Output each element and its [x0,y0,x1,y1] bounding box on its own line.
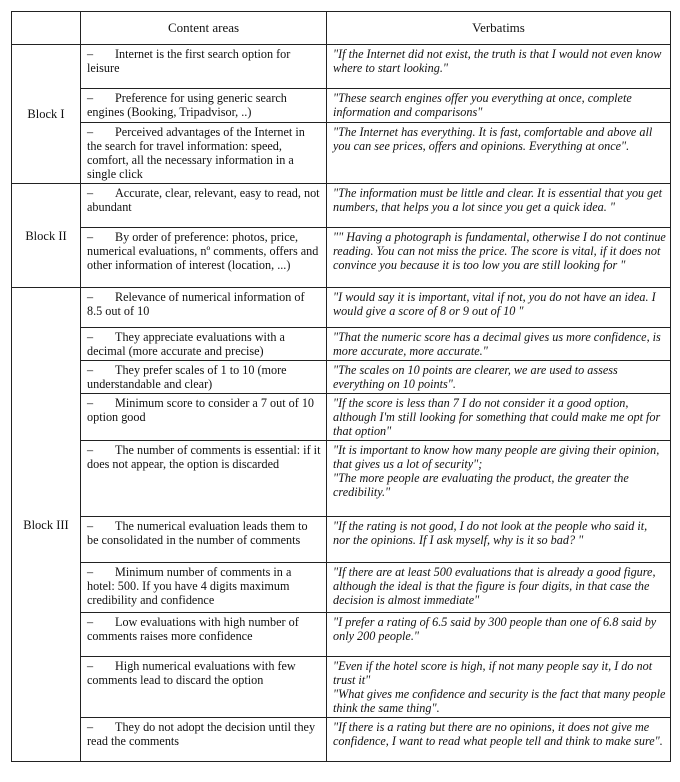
table-row [12,89,671,123]
content-table-wrapper [11,11,670,762]
verbatim-cell [327,228,671,288]
content-area-text: The numerical evaluation leads them to be consolidated in the number of comments [87,519,308,547]
verbatim-text: "" Having a photograph is fundamental, otherwise I do not continue reading. You can not miss the price. The score is vital, if it does not convince you because it is too low you are still looking for " [333,230,666,272]
dash-bullet-icon: – [87,659,94,673]
verbatim-cell [327,718,671,762]
verbatim-text: "The scales on 10 points are clearer, we are used to assess everything on 10 points". [333,363,618,391]
verbatim-text: "If the Internet did not exist, the truth is that I would not even know where to start looking." [333,47,662,75]
table-row [12,184,671,228]
content-area-text: Minimum score to consider a 7 out of 10 option good [87,396,315,424]
content-area-text: Internet is the first search option for leisure [87,47,291,75]
content-area-cell [81,394,327,441]
table-row [12,328,671,361]
table-row [12,563,671,613]
verbatim-text: "What gives me confidence and security is the fact that many people think the same thing". [333,687,666,715]
verbatim-text: "It is important to know how many people are giving their opinion, that gives us a lot of security"; [333,443,660,471]
table-body [12,45,671,762]
table-row [12,657,671,718]
content-area-text: They do not adopt the decision until they read the comments [87,720,316,748]
verbatim-cell [327,394,671,441]
block-label: Block II [12,184,81,288]
content-area-cell [81,718,327,762]
verbatim-text: "If the rating is not good, I do not look at the people who said it, nor the opinions. If I ask myself, why is it so bad? " [333,519,648,547]
content-area-text: Perceived advantages of the Internet in the search for travel information: speed, comfort, all the necessary information in a single click [87,125,305,181]
dash-bullet-icon: – [87,519,94,533]
dash-bullet-icon: – [87,91,94,105]
content-area-cell [81,45,327,89]
content-area-cell [81,613,327,657]
dash-bullet-icon: – [87,720,94,734]
dash-bullet-icon: – [87,565,94,579]
header-block [12,12,81,45]
table-row [12,441,671,517]
verbatim-text: "These search engines offer you everything at once, complete information and comparisons" [333,91,632,119]
content-area-cell [81,361,327,394]
content-area-cell [81,123,327,184]
content-area-text: They prefer scales of 1 to 10 (more understandable and clear) [87,363,287,391]
table-row [12,517,671,563]
content-area-text: Low evaluations with high number of comments raises more confidence [87,615,299,643]
verbatim-text: "If there are at least 500 evaluations that is already a good figure, although the ideal is that the figure is four digits, in that case the decision is almost immediate" [333,565,656,607]
verbatim-text: "The Internet has everything. It is fast, comfortable and above all you can see prices, offers and opinions. Everything at once". [333,125,653,153]
content-area-text: Minimum number of comments in a hotel: 500. If you have 4 digits maximum credibility and confidence [87,565,292,607]
content-area-cell [81,184,327,228]
content-area-cell [81,441,327,517]
table-row [12,613,671,657]
content-area-cell [81,228,327,288]
dash-bullet-icon: – [87,330,94,344]
verbatim-text: "If there is a rating but there are no opinions, it does not give me confidence, I want to read what people tell and think to make sure". [333,720,663,748]
verbatim-text: "If the score is less than 7 I do not consider it a good option, although I'm still looking for something that could make me opt for that option" [333,396,661,438]
content-area-text: Preference for using generic search engines (Booking, Tripadvisor, ..) [87,91,287,119]
dash-bullet-icon: – [87,230,94,244]
verbatim-text: "I prefer a rating of 6.5 said by 300 people than one of 6.8 said by only 200 people." [333,615,657,643]
content-area-cell [81,657,327,718]
dash-bullet-icon: – [87,615,94,629]
verbatim-cell [327,184,671,228]
verbatim-cell [327,288,671,328]
verbatim-cell [327,657,671,718]
dash-bullet-icon: – [87,186,94,200]
dash-bullet-icon: – [87,443,94,457]
verbatim-cell [327,361,671,394]
content-area-text: By order of preference: photos, price, numerical evaluations, nº comments, offers and other information of interest (location, ...) [87,230,319,272]
header-content-areas: Content areas [81,12,327,45]
table-row [12,288,671,328]
dash-bullet-icon: – [87,396,94,410]
verbatim-text: "That the numeric score has a decimal gives us more confidence, is more accurate, more accurate." [333,330,661,358]
content-area-cell [81,288,327,328]
content-area-cell [81,563,327,613]
table-row [12,394,671,441]
verbatim-cell [327,123,671,184]
verbatim-cell [327,563,671,613]
content-area-cell [81,328,327,361]
content-area-cell [81,517,327,563]
dash-bullet-icon: – [87,363,94,377]
verbatim-text: "I would say it is important, vital if not, you do not have an idea. I would give a score of 8 or 9 out of 10 " [333,290,656,318]
content-area-text: They appreciate evaluations with a decimal (more accurate and precise) [87,330,285,358]
verbatim-text: "Even if the hotel score is high, if not many people say it, I do not trust it" [333,659,653,687]
block-label: Block I [12,45,81,184]
table-row [12,45,671,89]
content-area-text: The number of comments is essential: if it does not appear, the option is discarded [87,443,321,471]
verbatim-text: "The more people are evaluating the product, the greater the credibility." [333,471,629,499]
content-area-text: High numerical evaluations with few comments lead to discard the option [87,659,296,687]
table-row [12,361,671,394]
table-row [12,228,671,288]
dash-bullet-icon: – [87,125,94,139]
verbatim-cell [327,89,671,123]
verbatim-text: "The information must be little and clear. It is essential that you get numbers, that helps you a lot since you get a quick idea. " [333,186,663,214]
content-area-text: Relevance of numerical information of 8.5 out of 10 [87,290,305,318]
verbatim-cell [327,45,671,89]
content-area-cell [81,89,327,123]
verbatim-cell [327,517,671,563]
verbatim-cell [327,613,671,657]
content-area-text: Accurate, clear, relevant, easy to read, not abundant [87,186,320,214]
block-label: Block III [12,288,81,762]
verbatim-cell [327,328,671,361]
content-areas-table [11,11,671,762]
verbatim-cell [327,441,671,517]
dash-bullet-icon: – [87,290,94,304]
header-verbatims: Verbatims [327,12,671,45]
table-header-row [12,12,671,45]
table-row [12,123,671,184]
table-row [12,718,671,762]
dash-bullet-icon: – [87,47,94,61]
